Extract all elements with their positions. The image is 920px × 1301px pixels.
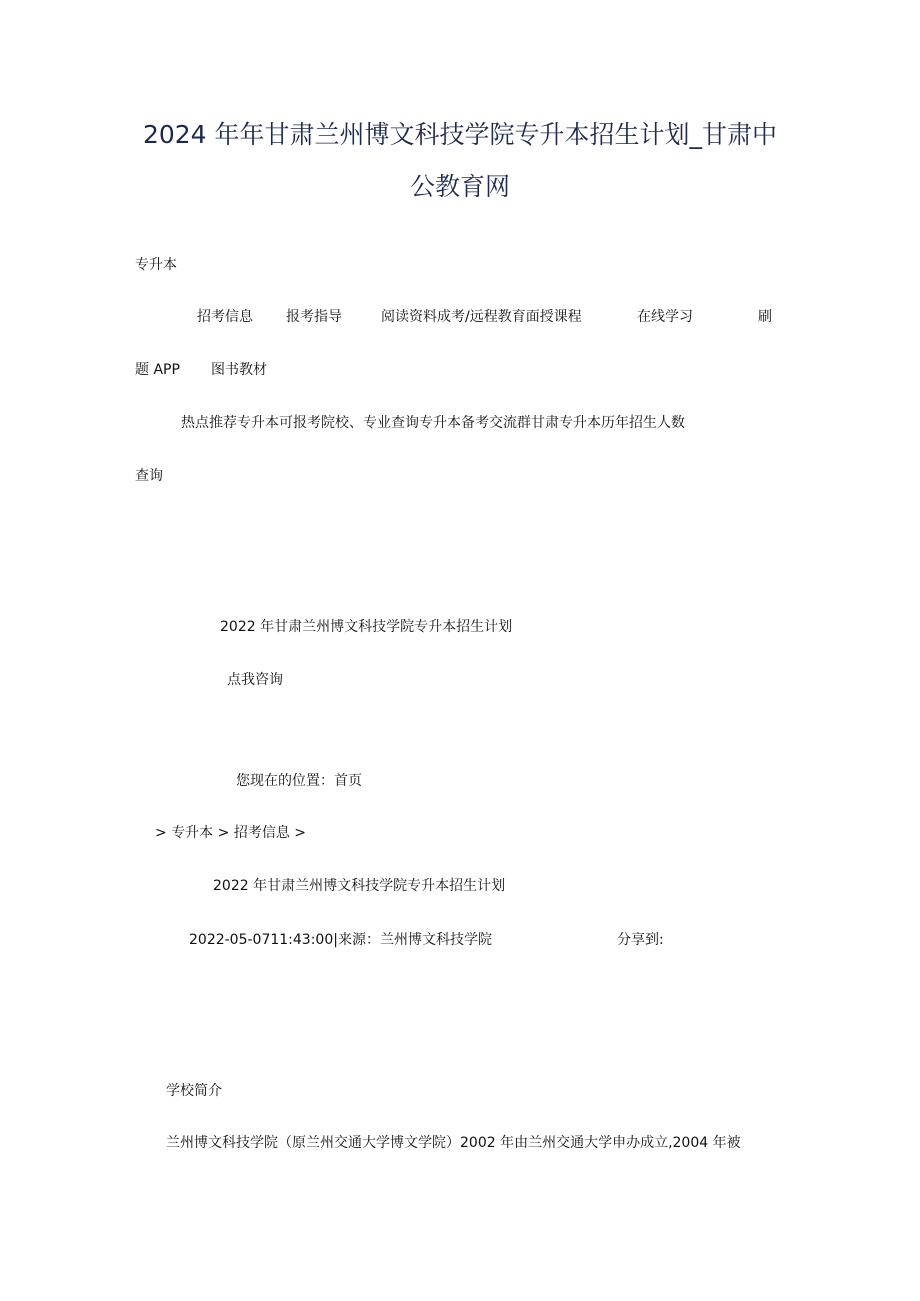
- article-meta: 2022-05-0711:43:00|来源：兰州博文科技学院: [189, 932, 492, 948]
- nav-item-exam-guide[interactable]: 报考指导: [286, 309, 342, 325]
- nav-item-reading-materials[interactable]: 阅读资料成考/远程教育面授课程: [381, 309, 582, 325]
- nav-item-online-learning[interactable]: 在线学习: [637, 309, 693, 325]
- hot-links-line2[interactable]: 查询: [135, 468, 163, 484]
- nav-item-admission-info[interactable]: 招考信息: [197, 309, 253, 325]
- page-title-line1: 2024 年年甘肃兰州博文科技学院专升本招生计划_甘肃中: [142, 120, 778, 149]
- breadcrumb-category[interactable]: 招考信息: [233, 825, 290, 841]
- hot-links-line1[interactable]: 热点推荐专升本可报考院校、专业查询专升本备考交流群甘肃专升本历年招生人数: [181, 415, 685, 431]
- breadcrumb-section[interactable]: 专升本: [171, 825, 214, 841]
- share-label: 分享到:: [617, 932, 664, 948]
- nav-item-practice-app-part2[interactable]: 题 APP: [135, 362, 180, 378]
- breadcrumb-separator: >: [155, 825, 172, 841]
- consult-button[interactable]: 点我咨询: [227, 672, 283, 688]
- section-heading: 学校简介: [166, 1083, 222, 1099]
- breadcrumb-separator: >: [213, 825, 234, 841]
- breadcrumb-prefix: 您现在的位置：: [236, 773, 334, 789]
- breadcrumb-separator: >: [289, 825, 307, 841]
- article-title: 2022 年甘肃兰州博文科技学院专升本招生计划: [213, 878, 506, 894]
- page-title-line2: 公教育网: [409, 172, 510, 201]
- breadcrumb-home[interactable]: 首页: [334, 773, 362, 789]
- nav-item-books[interactable]: 图书教材: [211, 362, 267, 378]
- site-section-label: 专升本: [135, 257, 177, 273]
- nav-item-practice-app-part1[interactable]: 刷: [758, 309, 772, 325]
- banner-heading: 2022 年甘肃兰州博文科技学院专升本招生计划: [220, 619, 513, 635]
- article-paragraph: 兰州博文科技学院（原兰州交通大学博文学院）2002 年由兰州交通大学申办成立,2004 年被: [166, 1135, 741, 1151]
